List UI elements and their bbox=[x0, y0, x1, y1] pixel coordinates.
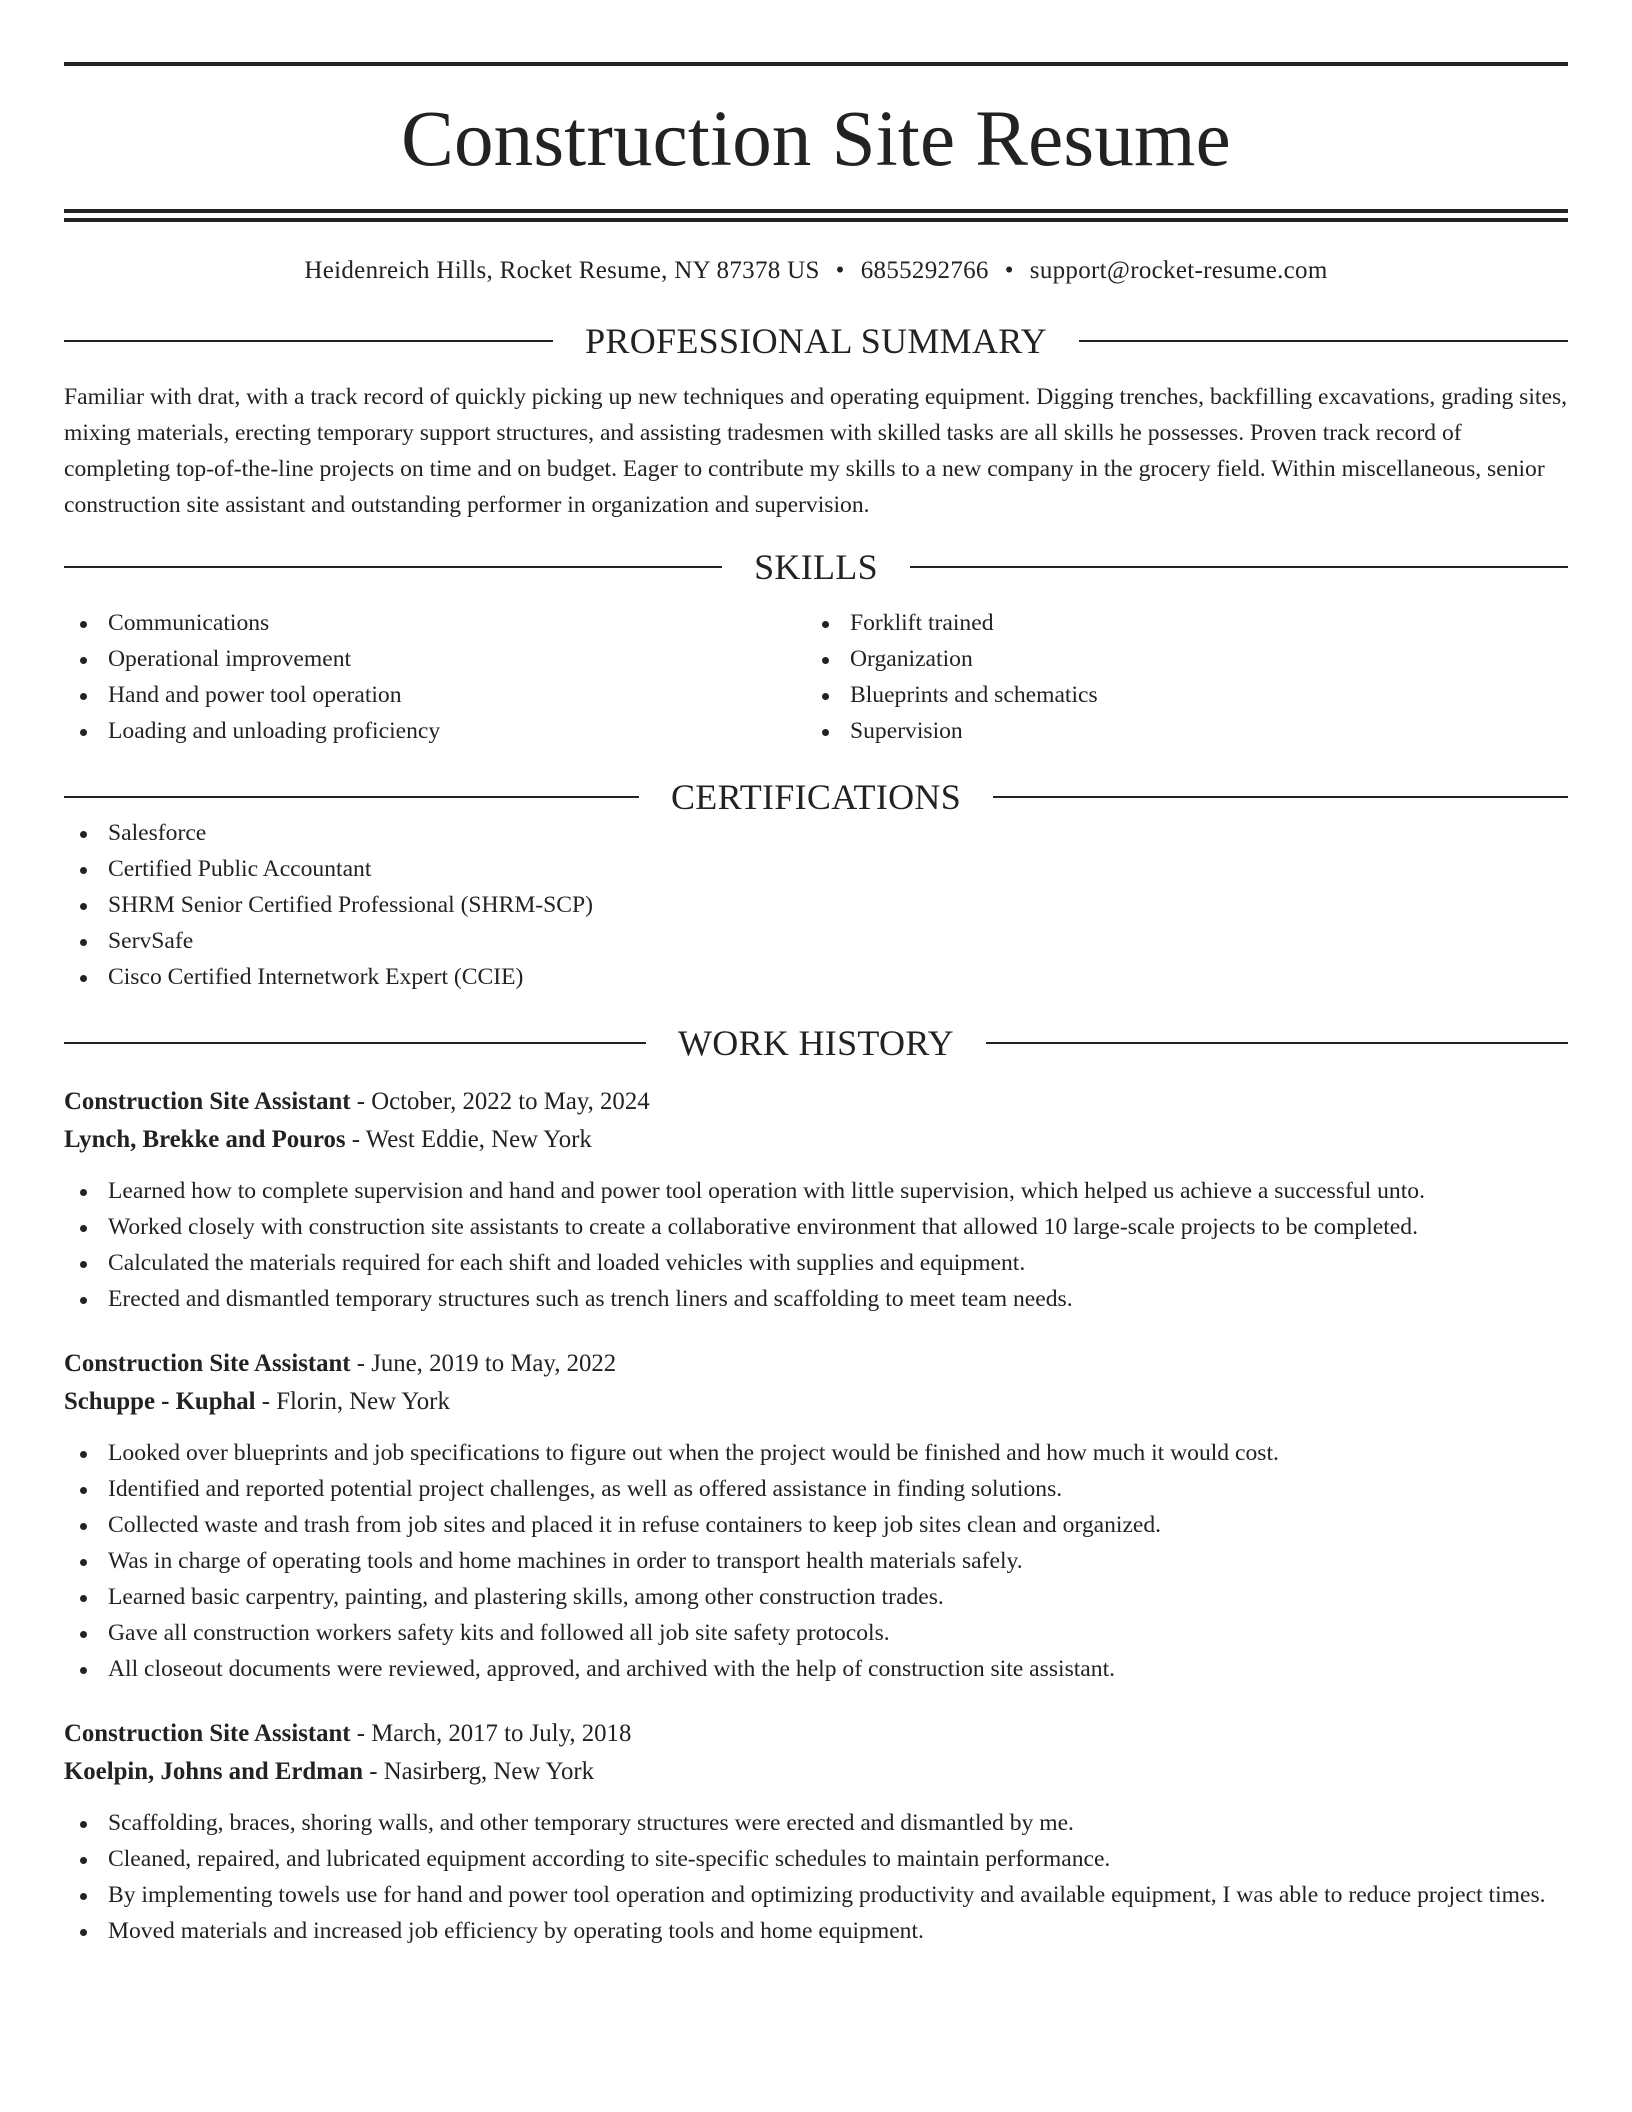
job-entry bbox=[64, 1083, 1568, 1317]
work-heading: WORK HISTORY bbox=[678, 1023, 954, 1063]
skill-item: Blueprints and schematics bbox=[806, 677, 1548, 713]
certification-item: SHRM Senior Certified Professional (SHRM-SCP) bbox=[64, 887, 1568, 923]
contact-email: support@rocket-resume.com bbox=[1029, 257, 1328, 284]
skills-heading: SKILLS bbox=[754, 547, 878, 587]
summary-text: Familiar with drat, with a track record of quickly picking up new techniques and operating equipment. Digging trenches, backfilling excavations, grading sites, mixing materials, erecting temporary support structures, and assisting tradesmen with skilled tasks are all skills he possesses. Proven track record of completing top-of-the-line projects on time and on budget. Eager to contribute my skills to a new company in the grocery field. Within miscellaneous, senior construction site assistant and outstanding performer in organization and supervision. bbox=[64, 384, 1568, 518]
job-company-line bbox=[64, 1383, 1568, 1421]
job-title-line bbox=[64, 1345, 1568, 1383]
job-company: Koelpin, Johns and Erdman bbox=[64, 1758, 364, 1785]
job-company: Schuppe - Kuphal bbox=[64, 1388, 256, 1415]
job-entry bbox=[64, 1715, 1568, 1949]
job-title-line bbox=[64, 1715, 1568, 1753]
skill-item: Organization bbox=[806, 641, 1548, 677]
job-company-line bbox=[64, 1753, 1568, 1791]
job-dates: - March, 2017 to July, 2018 bbox=[350, 1720, 632, 1747]
skill-item: Forklift trained bbox=[806, 605, 1548, 641]
work-section-header bbox=[64, 1025, 1568, 1061]
summary-section-header bbox=[64, 323, 1568, 359]
job-bullet: Learned how to complete supervision and hand and power tool operation with little supervision, which helped us achieve a successful unto. bbox=[64, 1173, 1568, 1209]
job-bullet: Was in charge of operating tools and home machines in order to transport health materials safely. bbox=[64, 1543, 1568, 1579]
job-bullet: Worked closely with construction site assistants to create a collaborative environment that allowed 10 large-scale projects to be completed. bbox=[64, 1209, 1568, 1245]
job-bullet: Moved materials and increased job efficiency by operating tools and home equipment. bbox=[64, 1913, 1568, 1949]
section-divider bbox=[910, 566, 1568, 568]
certification-item: Cisco Certified Internetwork Expert (CCIE) bbox=[64, 959, 1568, 995]
contact-address: Heidenreich Hills, Rocket Resume, NY 87378 US bbox=[304, 257, 820, 284]
job-bullet: Scaffolding, braces, shoring walls, and other temporary structures were erected and dismantled by me. bbox=[64, 1805, 1568, 1841]
job-bullet: Looked over blueprints and job specifications to figure out when the project would be finished and how much it would cost. bbox=[64, 1435, 1568, 1471]
job-bullet: By implementing towels use for hand and power tool operation and optimizing productivity and available equipment, I was able to reduce project times. bbox=[64, 1877, 1568, 1913]
job-title-line bbox=[64, 1083, 1568, 1121]
section-divider bbox=[1079, 340, 1568, 342]
summary-heading: PROFESSIONAL SUMMARY bbox=[585, 321, 1047, 361]
job-company-line bbox=[64, 1121, 1568, 1159]
contact-line bbox=[64, 258, 1568, 283]
job-dates: - October, 2022 to May, 2024 bbox=[350, 1088, 650, 1115]
job-dates: - June, 2019 to May, 2022 bbox=[350, 1350, 617, 1377]
certifications-heading: CERTIFICATIONS bbox=[670, 777, 962, 817]
job-title: Construction Site Assistant bbox=[64, 1720, 351, 1747]
job-bullet: All closeout documents were reviewed, approved, and archived with the help of construction site assistant. bbox=[64, 1651, 1568, 1687]
section-divider bbox=[64, 1042, 646, 1044]
contact-separator: • bbox=[1004, 257, 1014, 284]
header-double-rule bbox=[64, 209, 1568, 222]
job-bullet: Calculated the materials required for each shift and loaded vehicles with supplies and equipment. bbox=[64, 1245, 1568, 1281]
certification-item: Salesforce bbox=[64, 815, 1568, 851]
job-entry bbox=[64, 1345, 1568, 1687]
skill-item: Operational improvement bbox=[64, 641, 806, 677]
job-bullet: Learned basic carpentry, painting, and plastering skills, among other construction trades. bbox=[64, 1579, 1568, 1615]
section-divider bbox=[986, 1042, 1568, 1044]
job-location: - West Eddie, New York bbox=[345, 1126, 592, 1153]
skills-grid bbox=[64, 605, 1568, 749]
certifications-section-header bbox=[64, 779, 1568, 815]
skills-list-left bbox=[64, 605, 806, 749]
skill-item: Supervision bbox=[806, 713, 1548, 749]
section-divider bbox=[64, 796, 639, 798]
skill-item: Hand and power tool operation bbox=[64, 677, 806, 713]
section-divider bbox=[64, 566, 722, 568]
job-bullets bbox=[64, 1805, 1568, 1949]
job-bullet: Cleaned, repaired, and lubricated equipment according to site-specific schedules to maintain performance. bbox=[64, 1841, 1568, 1877]
certification-item: Certified Public Accountant bbox=[64, 851, 1568, 887]
job-title: Construction Site Assistant bbox=[64, 1350, 351, 1377]
contact-phone: 6855292766 bbox=[860, 257, 989, 284]
job-bullet: Erected and dismantled temporary structures such as trench liners and scaffolding to meet team needs. bbox=[64, 1281, 1568, 1317]
job-bullet: Collected waste and trash from job sites and placed it in refuse containers to keep job sites clean and organized. bbox=[64, 1507, 1568, 1543]
job-location: - Nasirberg, New York bbox=[363, 1758, 595, 1785]
section-divider bbox=[993, 796, 1568, 798]
job-bullets bbox=[64, 1173, 1568, 1317]
contact-separator: • bbox=[835, 257, 845, 284]
resume-title: Construction Site Resume bbox=[401, 96, 1231, 183]
header-top-rule bbox=[64, 62, 1568, 66]
job-company: Lynch, Brekke and Pouros bbox=[64, 1126, 346, 1153]
certifications-list bbox=[64, 815, 1568, 995]
job-location: - Florin, New York bbox=[255, 1388, 450, 1415]
skills-list-right bbox=[806, 605, 1548, 749]
skill-item: Loading and unloading proficiency bbox=[64, 713, 806, 749]
certification-item: ServSafe bbox=[64, 923, 1568, 959]
job-bullet: Identified and reported potential project challenges, as well as offered assistance in finding solutions. bbox=[64, 1471, 1568, 1507]
job-bullets bbox=[64, 1435, 1568, 1687]
job-bullet: Gave all construction workers safety kits and followed all job site safety protocols. bbox=[64, 1615, 1568, 1651]
skill-item: Communications bbox=[64, 605, 806, 641]
job-title: Construction Site Assistant bbox=[64, 1088, 351, 1115]
section-divider bbox=[64, 340, 553, 342]
skills-section-header bbox=[64, 549, 1568, 585]
